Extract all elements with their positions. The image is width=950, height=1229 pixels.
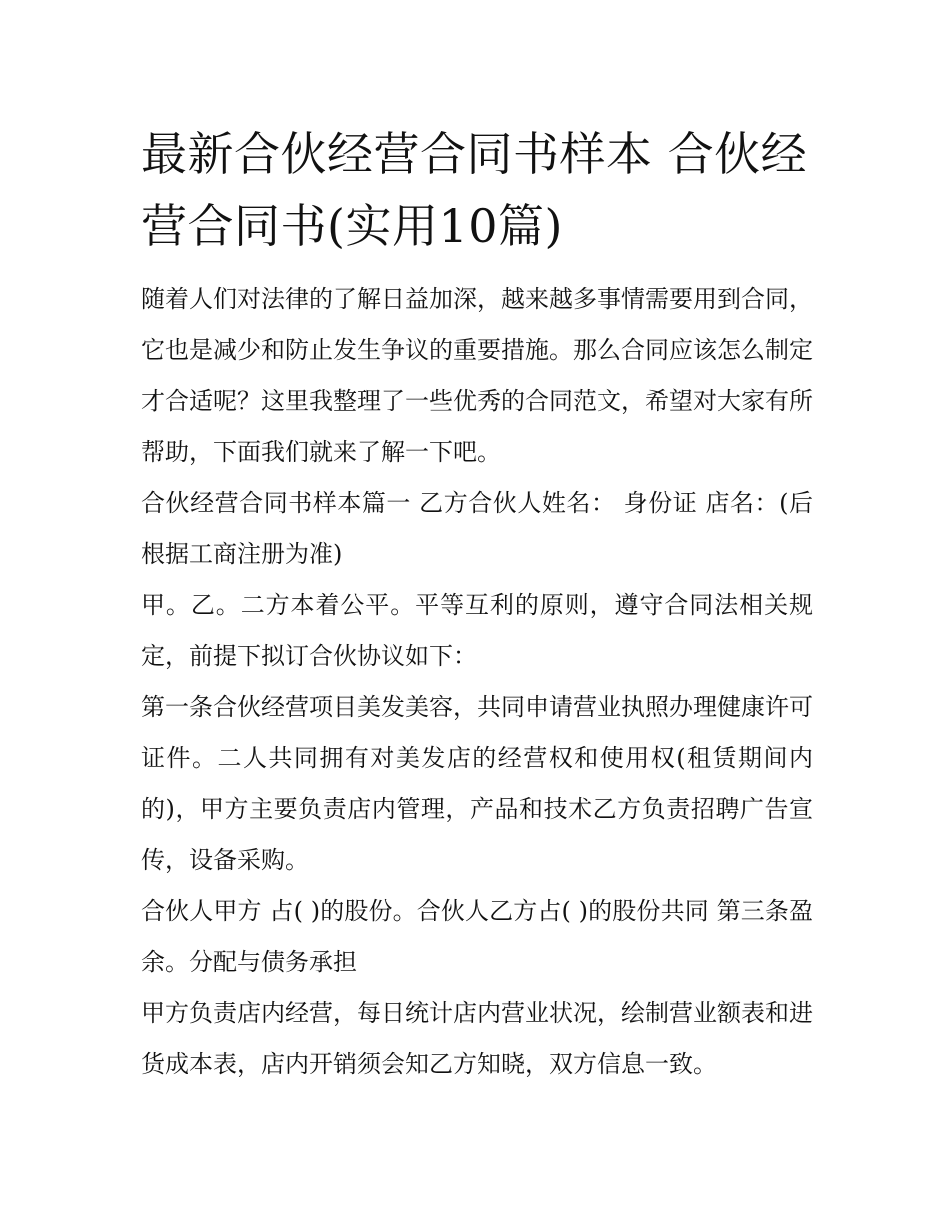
paragraph-party-info: 合伙经营合同书样本篇一 乙方合伙人姓名： 身份证 店名：(后根据工商注册为准) [141,489,813,568]
paragraph-article-one: 第一条合伙经营项目美发美容，共同申请营业执照办理健康许可证件。二人共同拥有对美发店的经营权和使用权(租赁期间内的)，甲方主要负责店内管理，产品和技术乙方负责招聘广告宣传，设备采购。 [141,693,813,874]
paragraph-shares: 合伙人甲方 占( )的股份。合伙人乙方占( )的股份共同 第三条盈余。分配与债务承担 [141,897,813,976]
title-block [141,118,813,262]
paragraph-intro: 随着人们对法律的了解日益加深，越来越多事情需要用到合同，它也是减少和防止发生争议的重要措施。那么合同应该怎么制定才合适呢？这里我整理了一些优秀的合同范文，希望对大家有所帮助，下面我们就来了解一下吧。 [141,285,813,466]
paragraph-management: 甲方负责店内经营，每日统计店内营业状况，绘制营业额表和进货成本表，店内开销须会知乙方知晓，双方信息一致。 [141,999,813,1078]
paragraph-principles: 甲。乙。二方本着公平。平等互利的原则，遵守合同法相关规定，前提下拟订合伙协议如下： [141,591,813,670]
document-body [141,118,813,1090]
document-title: 最新合伙经营合同书样本 合伙经营合同书(实用10篇) [141,127,808,253]
